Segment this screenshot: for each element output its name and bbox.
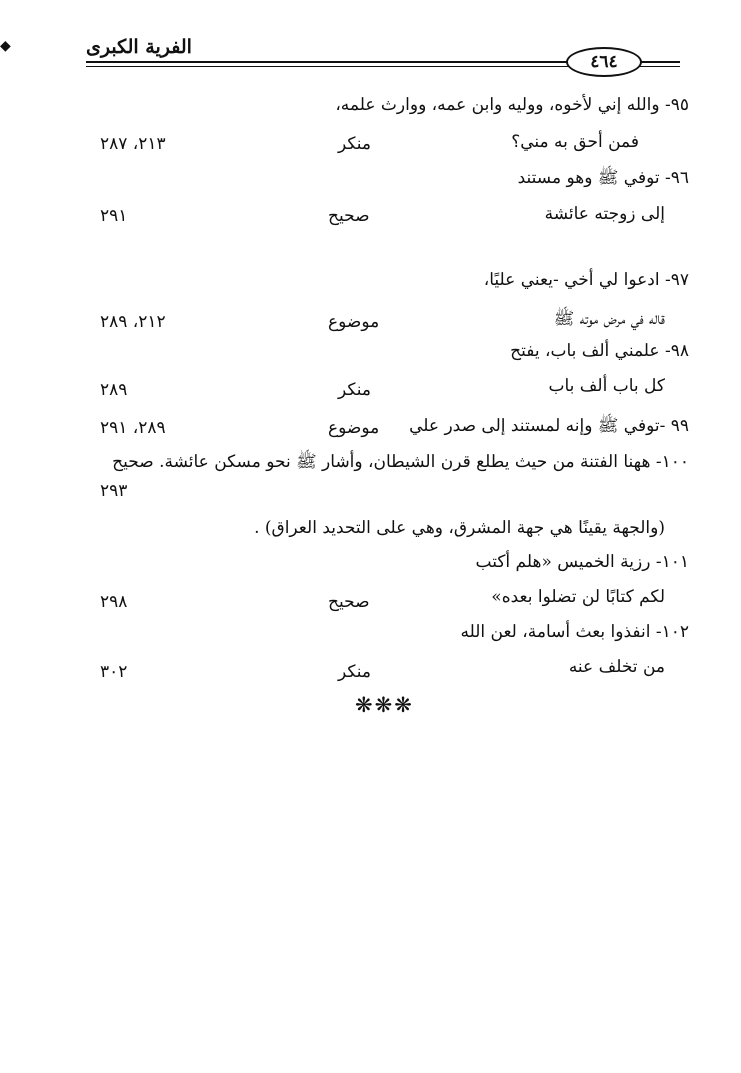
header-rule-left [86,61,568,63]
entry-100-note: (والجهة يقينًا هي جهة المشرق، وهي على التحديد العراق) . [254,518,665,538]
entry-97-line-1: ٩٧- ادعوا لي أخي -يعني عليًا، [483,270,689,290]
entry-98-refs: ٢٨٩ [100,380,128,400]
entry-101-line-1: ١٠١- رزية الخميس «هلم أكتب [475,552,689,572]
entry-95-line-2: فمن أحق به مني؟ [511,132,639,152]
entry-97-line-2: قاله في مرض موته ﷺ [553,309,665,329]
entry-102-line-1: ١٠٢- انفذوا بعث أسامة، لعن الله [460,622,689,642]
header-rule-left-thin [86,66,568,67]
entry-97-refs: ٢١٢، ٢٨٩ [100,312,166,332]
entry-102-refs: ٣٠٢ [100,662,128,682]
entry-101-grade: صحيح [328,592,370,612]
entry-96-line-2: إلى زوجته عائشة [544,204,665,224]
section-end-ornament: ❋❋❋ [355,693,414,717]
entry-99-refs: ٢٨٩، ٢٩١ [100,418,166,438]
page-number: ٤٦٤ [566,47,642,77]
entry-102-line-2: من تخلف عنه [568,657,665,677]
running-header-title: الفرية الكبرى [86,36,192,58]
entry-101-line-2: لكم كتابًا لن تضلوا بعده» [491,587,665,607]
entry-95-refs: ٢١٣، ٢٨٧ [100,134,166,154]
entry-95-grade: منكر [338,134,372,154]
entry-96-refs: ٢٩١ [100,206,128,226]
entry-99-grade: موضوع [328,418,380,438]
entry-96-line-1: ٩٦- توفي ﷺ وهو مستند [517,168,689,188]
entry-96-grade: صحيح [328,206,370,226]
header-rule-right [636,61,680,63]
entry-99-line-1: ٩٩ -توفي ﷺ وإنه لمستند إلى صدر علي [409,416,689,436]
corner-mark: ◆ [0,38,11,54]
header-rule-right-thin [636,66,680,67]
entry-97-grade: موضوع [328,312,380,332]
entry-98-grade: منكر [338,380,372,400]
entry-98-line-2: كل باب ألف باب [548,376,665,396]
entry-95-line-1: ٩٥- والله إني لأخوه، ووليه وابن عمه، ووارث علمه، [335,95,689,115]
entry-100-line-1: ١٠٠- ههنا الفتنة من حيث يطلع قرن الشيطان، وأشار ﷺ نحو مسكن عائشة. صحيح [112,452,689,472]
entry-98-line-1: ٩٨- علمني ألف باب، يفتح [510,341,689,361]
entry-102-grade: منكر [338,662,372,682]
entry-100-refs: ٢٩٣ [100,481,128,501]
entry-101-refs: ٢٩٨ [100,592,128,612]
